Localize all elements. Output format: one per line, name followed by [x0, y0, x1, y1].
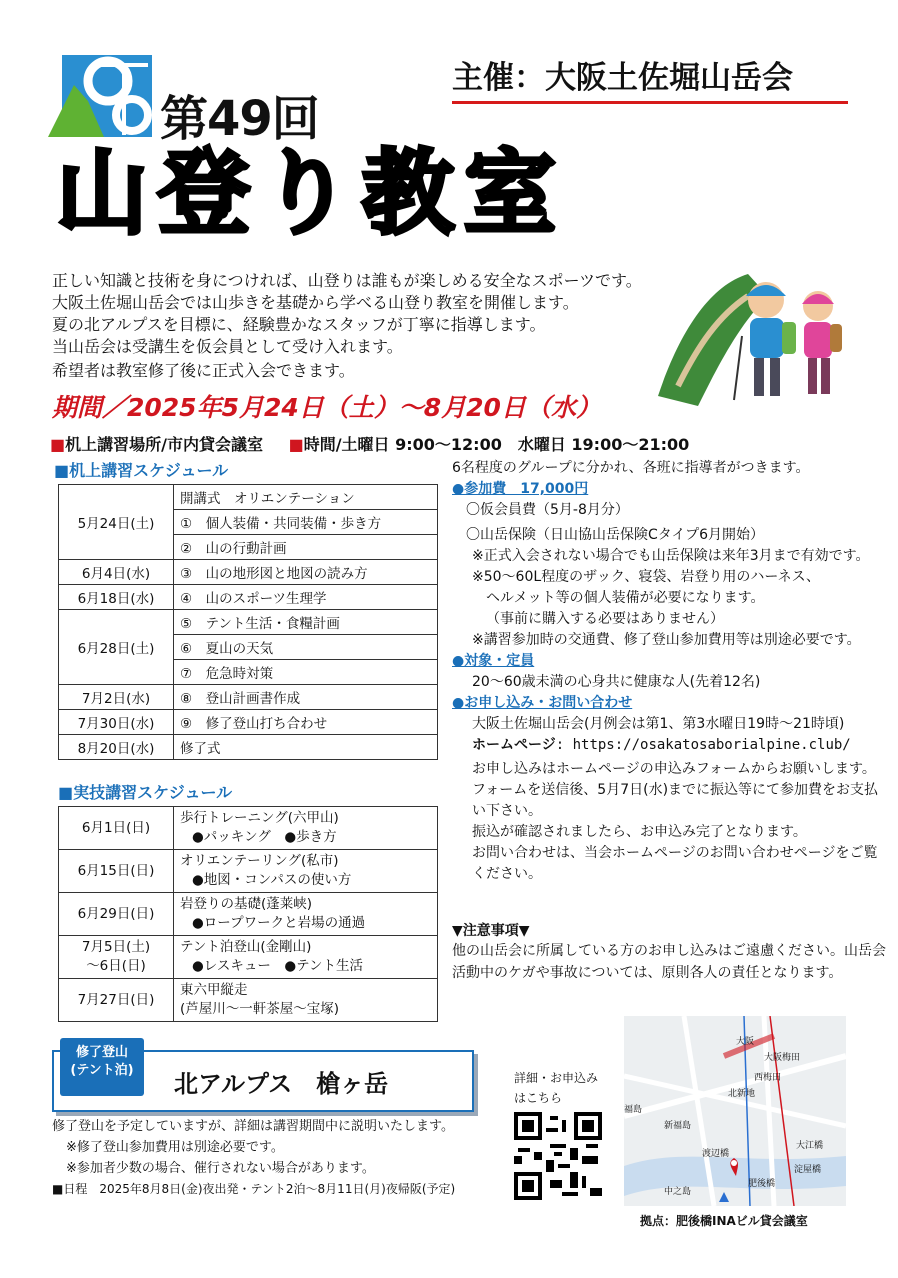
map-label: 中之島	[664, 1187, 692, 1197]
summit-note: ※参加者少数の場合、催行されない場合があります。	[66, 1161, 375, 1176]
apply-title: ●お申し込み・お問い合わせ	[452, 695, 633, 711]
organizer: 主催：大阪土佐堀山岳会	[452, 52, 848, 104]
target-text: 20～60歳未満の心身共に健康な人(先着12名)	[472, 674, 761, 690]
practical-schedule-title: ■実技講習スケジュール	[58, 783, 233, 802]
map-label: 渡辺橋	[702, 1149, 730, 1159]
table-row	[59, 936, 438, 979]
schedule-item: ⑤ テント生活・食糧計画	[174, 610, 438, 635]
fee-note: （事前に購入する必要はありません）	[486, 611, 724, 627]
summit-tag-line: (テント泊)	[70, 1063, 134, 1078]
map-label: 大阪	[736, 1037, 755, 1047]
summit-banner	[52, 1045, 474, 1112]
schedule-item: ④ 山のスポーツ生理学	[174, 585, 438, 610]
map-label: 北新地	[728, 1089, 756, 1099]
apply-org: 大阪土佐堀山岳会(月例会は第1、第3水曜日19時～21時頃)	[472, 716, 845, 732]
practical-title: 歩行トレーニング(六甲山)	[180, 810, 339, 826]
hikers-illustration	[658, 266, 848, 408]
practical-detail: ●レスキュー ●テント生活	[192, 958, 363, 974]
table-row	[59, 710, 438, 735]
schedule-item: ⑨ 修了登山打ち合わせ	[174, 710, 438, 735]
map-label: 大阪梅田	[764, 1053, 801, 1063]
schedule-item: ⑥ 夏山の天気	[174, 635, 438, 660]
summit-schedule: ■日程 2025年8月8日(金)夜出発・テント2泊～8月11日(月)夜帰阪(予定)	[52, 1182, 456, 1196]
desk-schedule-table	[58, 484, 438, 760]
practical-detail: ●パッキング ●歩き方	[192, 829, 337, 845]
schedule-date: 7月2日(水)	[59, 685, 174, 710]
notice-title: ▼注意事項▼	[452, 923, 530, 939]
fee-item: 〇仮会員費（5月-8月分）	[466, 502, 629, 518]
practical-detail: (芦屋川～一軒茶屋～宝塚)	[180, 1001, 340, 1017]
schedule-item: ② 山の行動計画	[174, 535, 438, 560]
qr-code[interactable]	[514, 1112, 602, 1200]
schedule-date: 6月1日(日)	[59, 807, 174, 850]
summit-tag	[60, 1038, 144, 1096]
target-title: ●対象・定員	[452, 653, 535, 669]
apply-line: お問い合わせは、当会ホームページのお問い合わせページをご覧	[472, 845, 878, 861]
map-label: 福島	[624, 1105, 643, 1115]
schedule-item: ① 個人装備・共同装備・歩き方	[174, 510, 438, 535]
map-label: 新福島	[664, 1121, 692, 1131]
practical-title: テント泊登山(金剛山)	[180, 939, 312, 955]
qr-label-line: はこちら	[514, 1091, 563, 1105]
schedule-date: 6月15日(日)	[59, 850, 174, 893]
bullet-square: ■	[50, 435, 66, 454]
apply-line: フォームを送信後、5月7日(水)までに振込等にて参加費をお支払	[472, 782, 879, 798]
fee-item: 〇山岳保険（日山協山岳保険Cタイプ6月開始）	[466, 527, 764, 543]
map-label: 肥後橋	[748, 1179, 776, 1189]
schedule-date: 6月29日(日)	[59, 893, 174, 936]
intro-line: 希望者は教室修了後に正式入会できます。	[52, 361, 355, 380]
schedule-item: ③ 山の地形図と地図の読み方	[174, 560, 438, 585]
schedule-date: 6月28日(土)	[59, 610, 174, 685]
schedule-date: 7月30日(水)	[59, 710, 174, 735]
schedule-date: 5月24日(土)	[59, 485, 174, 560]
schedule-date: 6月4日(水)	[59, 560, 174, 585]
intro-line: 大阪土佐堀山岳会では山歩きを基礎から学べる山登り教室を開催します。	[52, 293, 579, 312]
fee-title: ●参加費 17,000円	[452, 481, 589, 497]
location-map[interactable]	[624, 1016, 846, 1206]
table-row	[59, 893, 438, 936]
info-column	[452, 458, 892, 885]
practical-title: 東六甲縦走	[180, 982, 248, 998]
notice-text: 他の山岳会に所属している方のお申し込みはご遠慮ください。山岳会活動中のケガや事故については、原則各人の責任となります。	[452, 943, 886, 981]
intro-line: 正しい知識と技術を身につければ、山登りは誰もが楽しめる安全なスポーツです。	[52, 271, 642, 290]
fee-note: ※正式入会されない場合でも山岳保険は来年3月まで有効です。	[472, 548, 870, 564]
map-label: 淀屋橋	[794, 1165, 822, 1175]
summit-notes	[52, 1116, 455, 1200]
homepage-label: ホームページ	[472, 737, 556, 753]
schedule-item: ⑦ 危急時対策	[174, 660, 438, 685]
schedule-item: 開講式 オリエンテーション	[174, 485, 438, 510]
fee-note: ヘルメット等の個人装備が必要になります。	[486, 590, 765, 606]
fee-note: ※50～60L程度のザック、寝袋、岩登り用のハーネス、	[472, 569, 821, 585]
map-label: 西梅田	[754, 1073, 782, 1083]
venue-time: 時間/土曜日 9:00～12:00 水曜日 19:00～21:00	[303, 435, 690, 454]
table-row	[59, 735, 438, 760]
schedule-item: ⑧ 登山計画書作成	[174, 685, 438, 710]
page-title: 山登り教室	[56, 140, 567, 247]
fee-note: ※講習参加時の交通費、修了登山参加費用等は別途必要です。	[472, 632, 861, 648]
practical-title: オリエンテーリング(私市)	[180, 853, 339, 869]
apply-line: お申し込みはホームページの申込みフォームからお願いします。	[472, 761, 876, 777]
venue-time-line	[50, 432, 689, 455]
summit-destination: 北アルプス 槍ヶ岳	[174, 1070, 389, 1098]
table-row	[59, 850, 438, 893]
qr-label	[514, 1068, 598, 1108]
table-row	[59, 560, 438, 585]
summit-tag-line: 修了登山	[75, 1045, 128, 1060]
desk-schedule-title: ■机上講習スケジュール	[54, 461, 229, 480]
table-row	[59, 685, 438, 710]
practical-detail: ●ロープワークと岩場の通過	[192, 915, 366, 931]
map-caption: 拠点：肥後橋INAビル貸会議室	[640, 1214, 808, 1228]
practical-schedule-table	[58, 806, 438, 1022]
qr-label-line: 詳細・お申込み	[514, 1071, 599, 1085]
schedule-item: 修了式	[174, 735, 438, 760]
schedule-date: 6月18日(水)	[59, 585, 174, 610]
practical-detail: ●地図・コンパスの使い方	[192, 872, 352, 888]
intro-line: 当山岳会は受講生を仮会員として受け入れます。	[52, 337, 403, 356]
table-row	[59, 807, 438, 850]
apply-line: 振込が確認されましたら、お申込み完了となります。	[472, 824, 807, 840]
table-row	[59, 585, 438, 610]
club-logo	[48, 55, 152, 137]
table-row	[59, 485, 438, 510]
summit-note: ※修了登山参加費用は別途必要です。	[66, 1140, 284, 1155]
intro-text	[52, 270, 642, 382]
intro-line: 夏の北アルプスを目標に、経験豊かなスタッフが丁寧に指導します。	[52, 315, 546, 334]
edition-number: 第49回	[160, 91, 319, 147]
bullet-square: ■	[288, 435, 304, 454]
practical-title: 岩登りの基礎(蓬莱峡)	[180, 896, 313, 912]
table-row	[59, 979, 438, 1022]
summit-note: 修了登山を予定していますが、詳細は講習期間中に説明いたします。	[52, 1119, 454, 1134]
apply-line: ください。	[472, 866, 542, 882]
schedule-date: 7月27日(日)	[59, 979, 174, 1022]
map-label: 大江橋	[796, 1141, 824, 1151]
course-period: 期間／2025年5月24日（土）～8月20日（水）	[52, 393, 601, 422]
schedule-date: 8月20日(水)	[59, 735, 174, 760]
group-note: 6名程度のグループに分かれ、各班に指導者がつきます。	[452, 460, 810, 476]
apply-line: い下さい。	[472, 803, 542, 819]
venue-place: 机上講習場所/市内貸会議室	[65, 435, 263, 454]
table-row	[59, 610, 438, 635]
schedule-date: 7月5日(土) ～6日(日)	[59, 936, 174, 979]
homepage-link[interactable]: : https://osakatosaborialpine.club/	[555, 737, 851, 753]
